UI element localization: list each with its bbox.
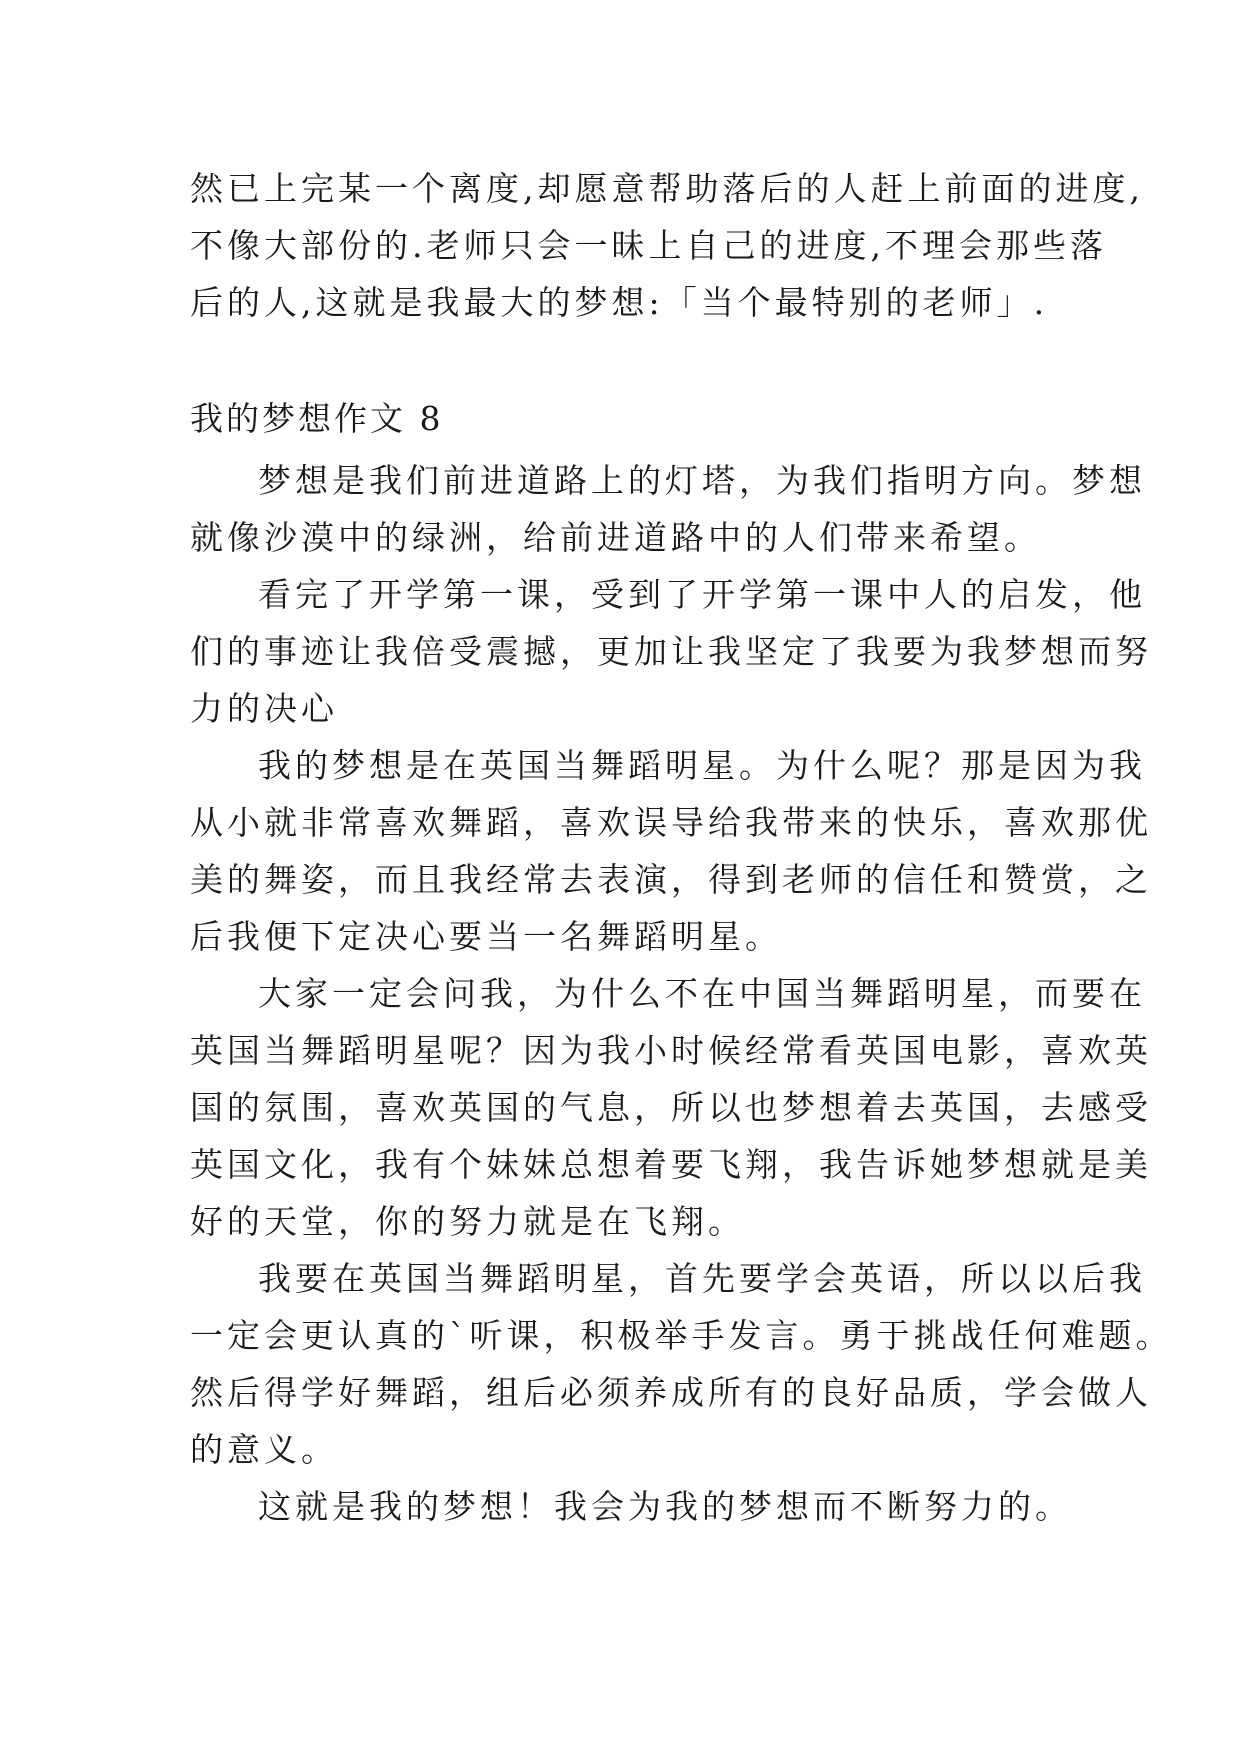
text-line: 这就是我的梦想！我会为我的梦想而不断努力的。 [258,1487,1072,1526]
paragraph [190,1478,1070,1535]
text-line: 然已上完某一个离度,却愿意帮助落后的人赶上前面的进度, [190,169,1144,208]
text-line: 后我便下定决心要当一名舞蹈明星。 [190,917,782,956]
paragraph [190,1250,1173,1478]
text-line: 大家一定会问我，为什么不在中国当舞蹈明星，而要在 [258,974,1146,1013]
text-line: 从小就非常喜欢舞蹈，喜欢误导给我带来的快乐，喜欢那优 [190,803,1152,842]
text-line: 梦想是我们前进道路上的灯塔，为我们指明方向。梦想 [258,461,1146,500]
text-line: 不像大部份的.老师只会一昧上自己的进度,不理会那些落 [190,226,1107,265]
text-line: 英国文化，我有个妹妹总想着要飞翔，我告诉她梦想就是美 [190,1145,1152,1184]
text-line: 后的人,这就是我最大的梦想:「当个最特别的老师」. [190,283,1049,322]
text-line: 我的梦想是在英国当舞蹈明星。为什么呢？那是因为我 [258,746,1146,785]
article [190,390,1173,1535]
text-line: 就像沙漠中的绿洲，给前进道路中的人们带来希望。 [190,518,1041,557]
text-line: 力的决心 [190,689,338,728]
paragraph [190,566,1152,737]
text-line: 国的氛围，喜欢英国的气息，所以也梦想着去英国，去感受 [190,1088,1152,1127]
text-line: 一定会更认真的`听课，积极举手发言。勇于挑战任何难题。 [190,1316,1173,1355]
text-line: 然后得学好舞蹈，组后必须养成所有的良好品质，学会做人 [190,1373,1152,1412]
paragraph [190,965,1152,1250]
text-line: 们的事迹让我倍受震撼，更加让我坚定了我要为我梦想而努 [190,632,1152,671]
text-line: 美的舞姿，而且我经常去表演，得到老师的信任和赞赏，之 [190,860,1152,899]
paragraph [190,452,1146,566]
text-line: 英国当舞蹈明星呢？因为我小时候经常看英国电影，喜欢英 [190,1031,1152,1070]
article-title: 我的梦想作文 8 [190,399,444,438]
text-line: 的意义。 [190,1430,338,1469]
text-line: 好的天堂，你的努力就是在飞翔。 [190,1202,745,1241]
previous-article-ending [190,160,1144,331]
paragraph [190,737,1152,965]
text-line: 看完了开学第一课，受到了开学第一课中人的启发，他 [258,575,1146,614]
text-line: 我要在英国当舞蹈明星，首先要学会英语，所以以后我 [258,1259,1146,1298]
